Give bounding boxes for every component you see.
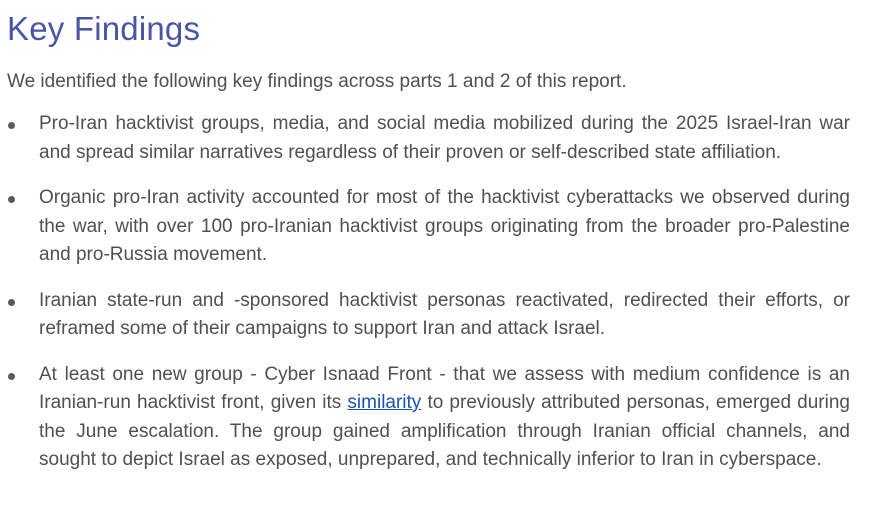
bullet-icon [8,122,15,129]
bullet-icon [8,299,15,306]
finding-text-after-link: to previously attributed personas, emerged during the June escalation. The group gained amplification through Iranian official channels, and sought to depict Israel as exposed, unprepared, and technically inferior to Iran in cyberspace. [39,392,850,470]
finding-item [7,287,850,344]
bullet-icon [8,196,15,203]
similarity-link[interactable]: similarity [347,392,422,413]
key-findings-list [7,110,850,475]
finding-text: Organic pro-Iran activity accounted for most of the hacktivist cyberattacks we observed during the war, with over 100 pro-Iranian hacktivist groups originating from the broader pro-Palestine and pro-Russia movement. [39,187,850,265]
finding-item [7,184,850,270]
finding-text-before-link: At least one new group - Cyber Isnaad Front - that we assess with medium confidence is an Iranian-run hacktivist front, given its [39,363,850,413]
bullet-icon [8,373,15,380]
finding-text: Iranian state-run and -sponsored hacktivist personas reactivated, redirected their efforts, or reframed some of their campaigns to support Iran and attack Israel. [39,289,850,339]
finding-item [7,361,850,475]
intro-paragraph: We identified the following key findings across parts 1 and 2 of this report. [7,71,627,92]
section-heading: Key Findings [7,10,201,47]
finding-item [7,110,850,167]
finding-text: Pro-Iran hacktivist groups, media, and social media mobilized during the 2025 Israel-Iran war and spread similar narratives regardless of their proven or self-described state affiliation. [39,113,850,163]
